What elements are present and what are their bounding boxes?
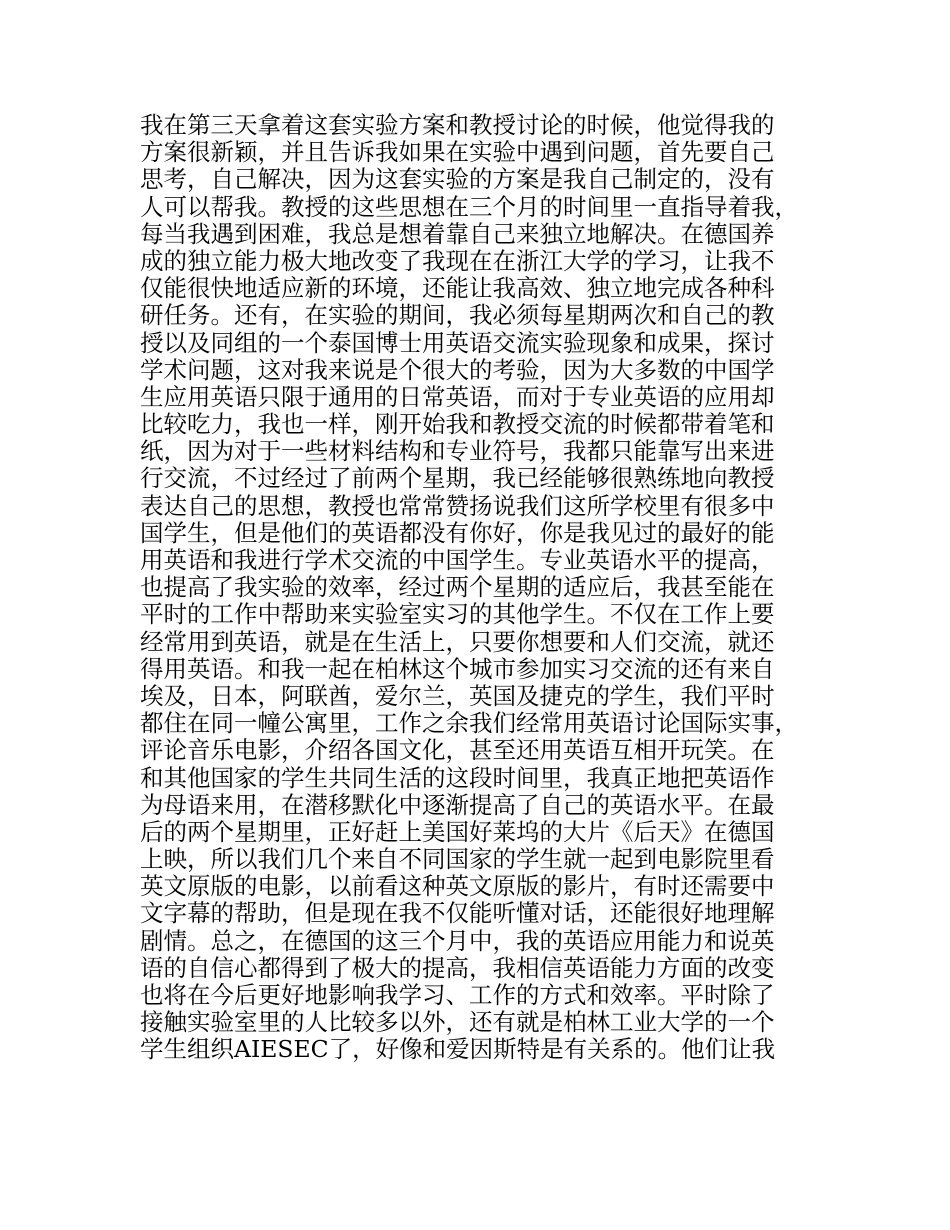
text-line: 经常用到英语，就是在生活上，只要你想要和人们交流，就还	[140, 627, 775, 656]
text-line: 学生组织AIESEC了，好像和爱因斯特是有关系的。他们让我	[140, 1035, 776, 1064]
text-line: 纸，因为对于一些材料结构和专业符号，我都只能靠写出来进	[140, 437, 775, 466]
text-line: 得用英语。和我一起在柏林这个城市参加实习交流的还有来自	[140, 654, 775, 683]
text-line: 文字幕的帮助，但是现在我不仅能听懂对话，还能很好地理解	[140, 899, 775, 928]
text-line: 成的独立能力极大地改变了我现在在浙江大学的学习，让我不	[140, 246, 775, 275]
text-line: 生应用英语只限于通用的日常英语，而对于专业英语的应用却	[140, 382, 775, 411]
text-line: 剧情。总之，在德国的这三个月中，我的英语应用能力和说英	[140, 926, 775, 955]
text-line: 我在第三天拿着这套实验方案和教授讨论的时候，他觉得我的	[140, 111, 775, 139]
text-line: 上映，所以我们几个来自不同国家的学生就一起到电影院里看	[140, 845, 775, 874]
text-line: 也将在今后更好地影响我学习、工作的方式和效率。平时除了	[140, 981, 775, 1009]
text-line: 语的自信心都得到了极大的提高，我相信英语能力方面的改变	[140, 953, 775, 982]
text-line: 方案很新颖，并且告诉我如果在实验中遇到问题，首先要自己	[140, 138, 775, 167]
text-line: 思考，自己解决，因为这套实验的方案是我自己制定的，没有	[140, 165, 775, 194]
text-line: 仅能很快地适应新的环境，还能让我高效、独立地完成各种科	[140, 274, 775, 303]
text-line: 平时的工作中帮助来实验室实习的其他学生。不仅在工作上要	[140, 600, 775, 629]
text-line: 和其他国家的学生共同生活的这段时间里，我真正地把英语作	[140, 763, 775, 792]
text-line: 埃及，日本，阿联酋，爱尔兰，英国及捷克的学生，我们平时	[140, 681, 775, 710]
text-line: 接触实验室里的人比较多以外，还有就是柏林工业大学的一个	[140, 1008, 775, 1037]
text-line: 每当我遇到困难，我总是想着靠自己来独立地解决。在德国养	[140, 219, 775, 248]
text-line: 用英语和我进行学术交流的中国学生。专业英语水平的提高，	[140, 546, 775, 574]
text-line: 国学生，但是他们的英语都没有你好，你是我见过的最好的能	[140, 518, 775, 547]
text-line: 后的两个星期里，正好赶上美国好莱坞的大片《后天》在德国	[140, 817, 775, 846]
text-line: 为母语来用，在潜移默化中逐渐提高了自己的英语水平。在最	[140, 790, 775, 819]
text-line: 人可以帮我。教授的这些思想在三个月的时间里一直指导着我，	[140, 192, 798, 221]
text-line: 也提高了我实验的效率，经过两个星期的适应后，我甚至能在	[140, 573, 775, 602]
text-line: 授以及同组的一个泰国博士用英语交流实验现象和成果，探讨	[140, 328, 775, 357]
text-line: 行交流，不过经过了前两个星期，我已经能够很熟练地向教授	[140, 464, 775, 493]
text-line: 研任务。还有，在实验的期间，我必须每星期两次和自己的教	[140, 301, 775, 330]
text-line: 比较吃力，我也一样，刚开始我和教授交流的时候都带着笔和	[140, 410, 775, 439]
text-line: 评论音乐电影，介绍各国文化，甚至还用英语互相开玩笑。在	[140, 736, 775, 765]
body-text	[140, 112, 830, 1064]
text-line: 学术问题，这对我来说是个很大的考验，因为大多数的中国学	[140, 355, 775, 384]
text-line: 表达自己的思想，教授也常常赞扬说我们这所学校里有很多中	[140, 491, 775, 520]
text-line: 英文原版的电影，以前看这种英文原版的影片，有时还需要中	[140, 872, 775, 901]
text-line: 都住在同一幢公寓里，工作之余我们经常用英语讨论国际实事，	[140, 709, 798, 738]
